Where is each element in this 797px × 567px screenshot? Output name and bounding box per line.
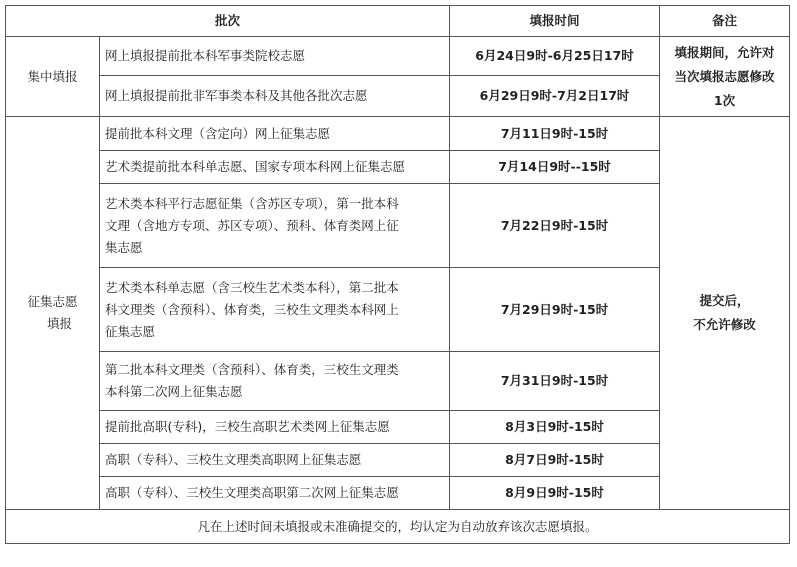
table-row (6, 117, 790, 151)
time-cell: 8月7日9时-15时 (450, 444, 660, 477)
note-text: 提交后， (699, 293, 750, 308)
batch-cell (100, 184, 450, 268)
batch-text: 艺术类本科单志愿（含三校生艺术类本科），第二批本 (105, 279, 399, 295)
time-cell: 6月29日9时-7月2日17时 (450, 76, 660, 117)
batch-cell (100, 444, 450, 477)
note-centralized (660, 37, 790, 117)
time-cell: 6月24日9时-6月25日17时 (450, 37, 660, 76)
time-cell: 7月31日9时-15时 (450, 352, 660, 411)
batch-text: 艺术类本科平行志愿征集（含苏区专项），第一批本科 (105, 195, 399, 211)
batch-text: 提前批本科文理（含定向）网上征集志愿 (105, 125, 331, 141)
group-label-solicitation (6, 117, 100, 510)
note-text: 填报期间，允许对 (674, 44, 775, 60)
note-text: 1次 (713, 92, 736, 108)
batch-text: 提前批高职(专科)，三校生高职艺术类网上征集志愿 (105, 419, 390, 434)
batch-cell (100, 411, 450, 444)
batch-text: 集志愿 (105, 239, 143, 255)
batch-cell (100, 37, 450, 76)
batch-text: 网上填报提前批非军事类本科及其他各批次志愿 (105, 88, 368, 103)
time-cell: 7月22日9时-15时 (450, 184, 660, 268)
note-text: 不允许修改 (693, 317, 756, 332)
batch-cell (100, 352, 450, 411)
group-label-text: 征集志愿 (27, 294, 78, 309)
batch-cell (100, 268, 450, 352)
footer-note: 凡在上述时间未填报或未准确提交的，均认定为自动放弃该次志愿填报。 (6, 510, 790, 544)
batch-cell (100, 151, 450, 184)
time-cell: 8月3日9时-15时 (450, 411, 660, 444)
note-text: 当次填报志愿修改 (674, 68, 775, 84)
time-cell: 7月11日9时-15时 (450, 117, 660, 151)
batch-cell (100, 117, 450, 151)
batch-cell (100, 477, 450, 510)
header-time: 填报时间 (450, 6, 660, 37)
batch-text: 高职（专科）、三校生文理类高职第二次网上征集志愿 (105, 485, 399, 500)
time-cell: 7月14日9时--15时 (450, 151, 660, 184)
note-solicitation (660, 117, 790, 510)
batch-text: 文理（含地方专项、苏区专项）、预科、体育类网上征 (105, 217, 399, 233)
batch-text: 本科第二次网上征集志愿 (105, 384, 243, 399)
batch-text: 第二批本科文理类（含预科）、体育类，三校生文理类 (105, 362, 399, 377)
batch-text: 高职（专科）、三校生文理类高职网上征集志愿 (105, 452, 362, 467)
table-row (6, 37, 790, 76)
batch-text: 征集志愿 (105, 323, 156, 339)
footer-row (6, 510, 790, 544)
batch-text: 科文理类（含预科）、体育类，三校生文理类本科网上 (105, 301, 399, 317)
batch-cell (100, 76, 450, 117)
time-cell: 8月9日9时-15时 (450, 477, 660, 510)
header-note: 备注 (660, 6, 790, 37)
group-label-text: 填报 (46, 316, 72, 331)
header-row (6, 6, 790, 37)
schedule-table (5, 5, 790, 544)
time-cell: 7月29日9时-15时 (450, 268, 660, 352)
header-batch: 批次 (6, 6, 450, 37)
batch-text: 网上填报提前批本科军事类院校志愿 (105, 48, 306, 63)
batch-text: 艺术类提前批本科单志愿、国家专项本科网上征集志愿 (105, 159, 406, 174)
group-label-centralized: 集中填报 (6, 37, 100, 117)
